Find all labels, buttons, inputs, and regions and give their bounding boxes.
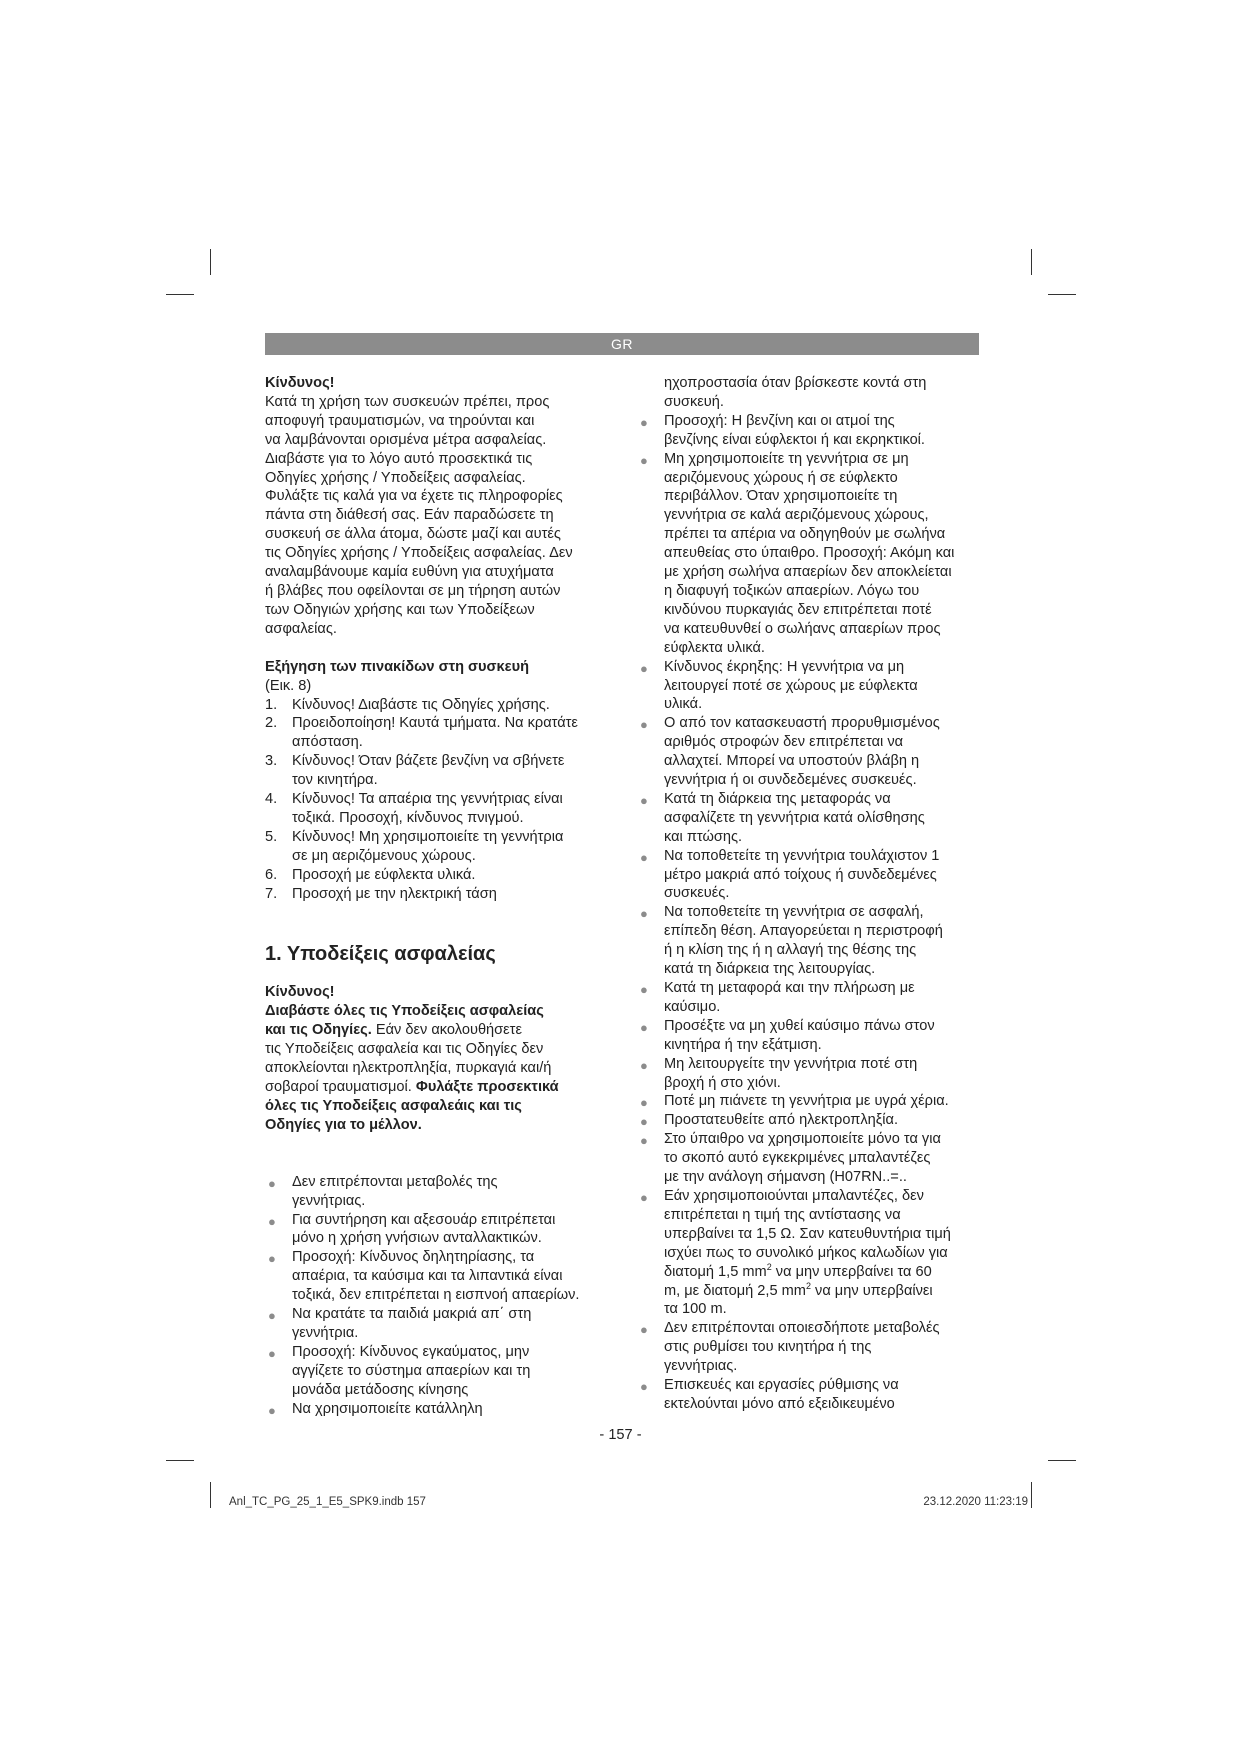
list-item: ● Προσέξτε να μη χυθεί καύσιμο πάνω στον κινητήρα ή την εξάτμιση. [640,1017,935,1053]
list-item: 6. Προσοχή με εύφλεκτα υλικά. [265,866,476,883]
list-item: ● Να κρατάτε τα παιδιά μακριά απ΄ στη γεννήτρια. [268,1306,532,1341]
language-code: GR [611,336,633,352]
list-item: ● Κατά τη διάρκεια της μεταφοράς να ασφαλίζετε τη γεννήτρια κατά ολίσθησης και πτώσης. [640,790,925,845]
list-item: ● Προσοχή: Η βενζίνη και οι ατμοί της βενζίνης είναι εύφλεκτοι ή και εκρηκτικοί. [640,412,925,448]
list-item: ● Προσοχή: Κίνδυνος δηλητηρίασης, τα απαέρια, τα καύσιμα και τα λιπαντικά είναι τοξικά, δεν επιτρέπεται η εισπνοή απαερίων. [268,1249,580,1304]
list-item: ● Επισκευές και εργασίες ρύθμισης να εκτελούνται μόνο από εξειδικευμένο [640,1377,899,1412]
list-item: ● Να τοποθετείτε τη γεννήτρια τουλάχιστον 1 μέτρο μακριά από τοίχους ή συνδεδεμένες συσκευές. [640,847,940,902]
bullet-icon: ● [640,849,648,865]
bullet-icon: ● [640,660,648,676]
list-item: ● Ο από τον κατασκευαστή προρυθμισμένος αριθμός στροφών δεν επιτρέπεται να αλλαχτεί. Μπορεί να υποστούν βλάβη η γεννήτρια ή οι συνδεδεμένες συσκευές. [640,715,940,789]
bullet-icon: ● [640,982,648,997]
section-title: 1. Υποδείξεις ασφαλείας [265,943,496,966]
bullet-icon: ● [268,1308,276,1324]
bullet-icon: ● [640,1189,648,1205]
bullet-icon: ● [268,1402,276,1418]
footer-file: Anl_TC_PG_25_1_E5_SPK9.indb 157 [229,1496,426,1508]
list-item: ● Δεν επιτρέπονται οποιεσδήποτε μεταβολές στις ρυθμίσει του κινητήρα ή της γεννήτριας. [640,1320,940,1375]
list-item: ● Κατά τη μεταφορά και την πλήρωση με καύσιμο. [640,980,915,1015]
list-item: ● Να χρησιμοποιείτε κατάλληλη [265,1400,615,1419]
danger-paragraph: Διαβάστε όλες τις Υποδείξεις ασφαλείας και τις Οδηγίες. Εάν δεν ακολουθήσετε τις Υποδείξεις ασφαλεία και τις Οδηγίες δεν αποκλείονται ηλεκτροπληξία, πυρκαγιά και/ή σοβαροί τραυματισμοί. Φυλάξτε προσεκτικά όλες τις Υποδείξεις ασφαλεάις και τις Οδηγίες για το μέλλον. [265,1003,559,1133]
crop-mark [1031,249,1032,275]
list-item: ● Μη λειτουργείτε την γεννήτρια ποτέ στη βροχή ή στο χιόνι. [640,1055,918,1091]
danger-heading: Κίνδυνος! [265,375,335,391]
bullet-icon: ● [640,1133,648,1149]
list-item: 7. Προσοχή με την ηλεκτρική τάση [265,885,497,902]
right-column [637,374,987,1414]
page-number: - 157 - [599,1427,642,1443]
bullet-icon: ● [268,1213,276,1229]
signs-heading: Εξήγηση των πινακίδων στη συσκευή [265,658,529,675]
bullet-icon: ● [640,1095,648,1111]
bullet-icon: ● [640,792,648,808]
list-item: 4. Κίνδυνος! Τα απαέρια της γεννήτριας είναι τοξικά. Προσοχή, κίνδυνος πνιγμού. [265,791,563,826]
list-item: ● Προστατευθείτε από ηλεκτροπληξία. [637,1111,987,1130]
bullet-icon: ● [640,1114,648,1130]
bullet-icon: ● [640,906,648,922]
list-item: 3. Κίνδυνος! Όταν βάζετε βενζίνη να σβήνετε τον κινητήρα. [265,753,565,789]
list-item: ● Κίνδυνος έκρηξης: Η γεννήτρια να μη λειτουργεί ποτέ σε χώρους με εύφλεκτα υλικά. [640,658,918,713]
signs-figure-ref: (Εικ. 8) [265,677,312,694]
list-item: ● Για συντήρηση και αξεσουάρ επιτρέπεται μόνο η χρήση γνήσιων ανταλλακτικών. [268,1211,556,1247]
crop-mark [166,294,194,295]
list-item: ● Στο ύπαιθρο να χρησιμοποιείτε μόνο τα για το σκοπό αυτό εγκεκριμένες μπαλαντέζες με την ανάλογη σήμανση (H07RN..=.. [640,1131,941,1186]
bullet-icon: ● [640,452,648,468]
safety-bullets-left [265,1173,615,1419]
list-item: ● Δεν επιτρέπονται μεταβολές της γεννήτριας. [268,1173,498,1209]
signs-list [265,696,615,904]
crop-mark [210,249,211,275]
list-item: 2. Προειδοποίηση! Καυτά τμήματα. Να κρατάτε απόσταση. [265,715,578,751]
bullet-icon: ● [268,1175,276,1191]
left-column [265,374,615,1419]
bullet-icon: ● [268,1251,276,1267]
list-item: ● Μη χρησιμοποιείτε τη γεννήτρια σε μη αεριζόμενους χώρους ή σε εύφλεκτο περιβάλλον. Όταν χρησιμοποιείτε τη γεννήτρια σε καλά αεριζόμενους χώρους, πρέπει τα απέρια να οδηγηθούν με σωλήνα απευθείας στο ύπαιθρο. Προσοχή: Ακόμη και με χρήση σωλήνα απαερίων δεν αποκλείεται η διαφυγή τοξικών απαερίων. Λόγω του κινδύνου πυρκαγιάς δεν επιτρέπεται ποτέ να κατευθυνθεί ο σωλήανς απαερίων προς εύφλεκτα υλικά. [640,450,955,656]
bullet-icon: ● [640,717,648,733]
crop-mark [1031,1482,1032,1508]
list-item: 1. Κίνδυνος! Διαβάστε τις Οδηγίες χρήσης. [265,696,550,713]
bullet-icon: ● [640,1379,648,1395]
list-item: ● Εάν χρησιμοποιούνται μπαλαντέζες, δεν επιτρέπεται η τιμή της αντίστασης να υπερβαίνει τα 1,5 Ω. Σαν κατευθυντήρια τιμή ισχύει πως το συνολικό μήκος καλωδίων για διατομή 1,5 $mm^2$ να μην υπερβαίνει τα 60 m, με διατομή 2,5 $mm^2$ να μην υπερβαίνει τα 100 m. [640,1187,951,1318]
list-item: 5. Κίνδυνος! Μη χρησιμοποιείτε τη γεννήτρια σε μη αεριζόμενους χώρους. [265,828,564,864]
bullet-icon: ● [640,1057,648,1073]
list-item: ● Ποτέ μη πιάνετε τη γεννήτρια με υγρά χέρια. [637,1092,987,1111]
crop-mark [1048,294,1076,295]
bullet-icon: ● [268,1345,276,1361]
intro-text: Κατά τη χρήση των συσκευών πρέπει, προς αποφυγή τραυματισμών, να τηρούνται και να λαμβάνονται ορισμένα μέτρα ασφαλείας. Διαβάστε για το λόγο αυτό προσεκτικά τις Οδηγίες χρήσης / Υποδείξεις ασφαλείας. Φυλάξτε τις καλά για να έχετε τις πληροφορίες πάντα στη διάθεσή σας. Εάν παραδώσετε τη συσκευή σε άλλα άτομα, δώστε μαζί και αυτές τις Οδηγίες χρήσης / Υποδείξεις ασφαλείας. Δεν αναλαμβάνουμε καμία ευθύνη για ατυχήματα ή βλάβες που οφείλονται σε μη τήρηση αυτών των Οδηγιών χρήσης και των Υποδείξεων ασφαλείας. [265,393,573,637]
footer-datetime: 23.12.2020 11:23:19 [923,1496,1028,1508]
safety-bullets-right [637,412,987,1414]
danger-heading-2: Κίνδυνος! [265,984,335,1001]
list-item: ● Να τοποθετείτε τη γεννήτρια σε ασφαλή, επίπεδη θέση. Απαγορεύεται η περιστροφή ή η κλίση της ή η αλλαγή της θέσης της κατά τη διάρκεια της λειτουργίας. [640,904,943,978]
list-item: ● Προσοχή: Κίνδυνος εγκαύματος, μην αγγίζετε το σύστημα απαερίων και τη μονάδα μετάδοσης κίνησης [268,1343,531,1398]
bullet-icon: ● [640,1322,648,1338]
language-bar [265,333,979,355]
continued-text: ηχοπροστασία όταν βρίσκεστε κοντά στη συσκευή. [664,375,927,410]
crop-mark [1048,1460,1076,1461]
bullet-icon: ● [640,414,648,430]
crop-mark [210,1482,211,1508]
crop-mark [166,1460,194,1461]
bullet-icon: ● [640,1019,648,1035]
